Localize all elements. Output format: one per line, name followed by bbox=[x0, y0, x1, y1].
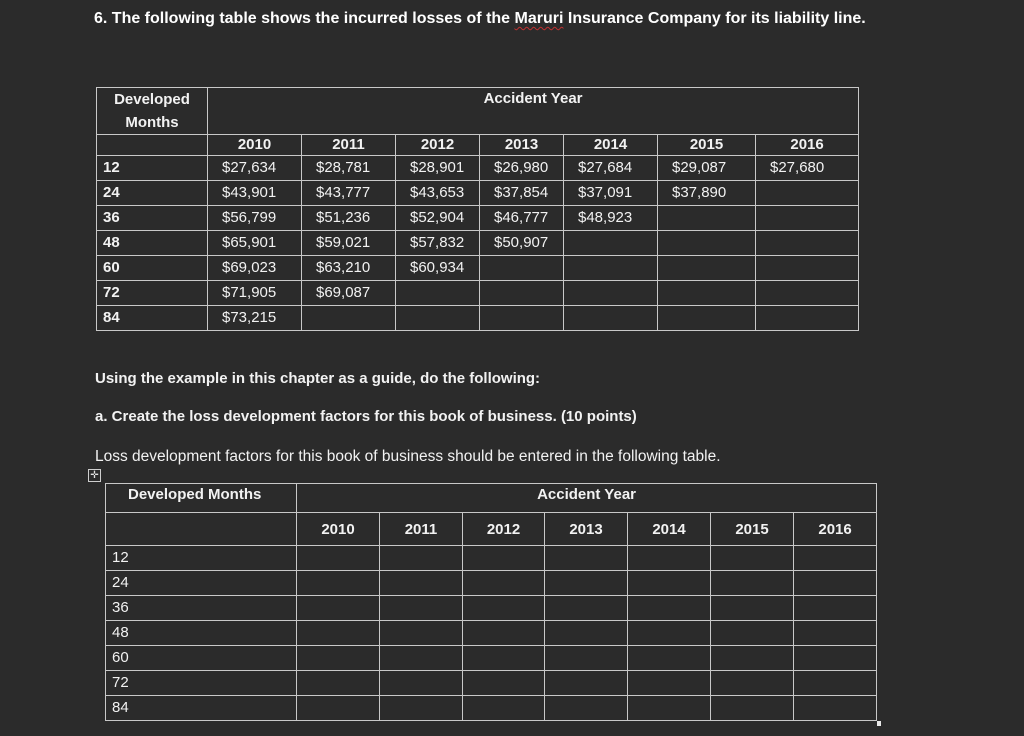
loss-value-cell bbox=[756, 306, 859, 331]
loss-value-cell: $59,021 bbox=[302, 231, 396, 256]
loss-value-cell bbox=[756, 281, 859, 306]
factor-input-cell[interactable] bbox=[545, 646, 628, 671]
incurred-losses-table bbox=[96, 87, 859, 331]
factor-row-label-month[interactable]: 36 bbox=[106, 596, 297, 621]
factor-input-cell[interactable] bbox=[711, 596, 794, 621]
factor-row-label-month[interactable]: 84 bbox=[106, 696, 297, 721]
loss-value-cell: $27,634 bbox=[208, 156, 302, 181]
loss-value-cell bbox=[302, 306, 396, 331]
factor-input-cell[interactable] bbox=[711, 621, 794, 646]
factor-input-cell[interactable] bbox=[380, 646, 463, 671]
loss-value-cell bbox=[658, 206, 756, 231]
year-header-2015: 2015 bbox=[658, 135, 756, 156]
year-header-corner-2[interactable] bbox=[106, 513, 297, 546]
row-label-month: 60 bbox=[97, 256, 208, 281]
loss-value-cell bbox=[756, 181, 859, 206]
factor-row-label-month[interactable]: 24 bbox=[106, 571, 297, 596]
row-label-month: 48 bbox=[97, 231, 208, 256]
loss-value-cell: $28,901 bbox=[396, 156, 480, 181]
row-label-month: 36 bbox=[97, 206, 208, 231]
year-header-2016: 2016 bbox=[756, 135, 859, 156]
factor-input-cell[interactable] bbox=[628, 546, 711, 571]
loss-value-cell: $28,781 bbox=[302, 156, 396, 181]
loss-value-cell: $43,901 bbox=[208, 181, 302, 206]
factor-input-cell[interactable] bbox=[711, 546, 794, 571]
factor-input-cell[interactable] bbox=[711, 571, 794, 596]
loss-value-cell bbox=[396, 281, 480, 306]
factor-input-cell[interactable] bbox=[380, 696, 463, 721]
factor-input-cell[interactable] bbox=[463, 621, 545, 646]
factor-input-cell[interactable] bbox=[463, 671, 545, 696]
factor-input-cell[interactable] bbox=[628, 646, 711, 671]
table-row bbox=[106, 621, 877, 646]
developed-months-header-2: Developed Months bbox=[106, 484, 297, 513]
loss-value-cell: $69,087 bbox=[302, 281, 396, 306]
row-label-month: 12 bbox=[97, 156, 208, 181]
table-row bbox=[97, 181, 859, 206]
factor-input-cell[interactable] bbox=[463, 646, 545, 671]
loss-value-cell bbox=[564, 256, 658, 281]
factor-input-cell[interactable] bbox=[545, 571, 628, 596]
loss-development-factors-table bbox=[105, 483, 877, 721]
factor-input-cell[interactable] bbox=[545, 621, 628, 646]
factor-input-cell[interactable] bbox=[463, 546, 545, 571]
loss-value-cell: $37,091 bbox=[564, 181, 658, 206]
developed-header-line1: Developed bbox=[114, 91, 190, 108]
developed-header-line2: Months bbox=[125, 114, 179, 131]
loss-value-cell: $52,904 bbox=[396, 206, 480, 231]
accident-year-header-2: Accident Year bbox=[297, 484, 877, 513]
loss-value-cell: $63,210 bbox=[302, 256, 396, 281]
factor-input-cell[interactable] bbox=[794, 696, 877, 721]
question-title bbox=[94, 10, 866, 28]
factor-year-header-2013[interactable]: 2013 bbox=[545, 513, 628, 546]
factor-input-cell[interactable] bbox=[297, 546, 380, 571]
table-row bbox=[106, 596, 877, 621]
instruction-line-3: Loss development factors for this book of business should be entered in the following table. bbox=[95, 448, 721, 465]
factor-input-cell[interactable] bbox=[628, 596, 711, 621]
factor-input-cell[interactable] bbox=[545, 671, 628, 696]
loss-value-cell bbox=[564, 306, 658, 331]
factor-input-cell[interactable] bbox=[380, 546, 463, 571]
loss-value-cell: $48,923 bbox=[564, 206, 658, 231]
row-label-month: 24 bbox=[97, 181, 208, 206]
factor-input-cell[interactable] bbox=[380, 571, 463, 596]
factor-input-cell[interactable] bbox=[380, 621, 463, 646]
factor-input-cell[interactable] bbox=[711, 696, 794, 721]
company-name-spellcheck: Maruri bbox=[514, 10, 564, 27]
table-row bbox=[97, 256, 859, 281]
developed-months-header bbox=[97, 88, 208, 135]
factor-input-cell[interactable] bbox=[545, 596, 628, 621]
factor-input-cell[interactable] bbox=[297, 596, 380, 621]
loss-value-cell: $46,777 bbox=[480, 206, 564, 231]
loss-value-cell: $60,934 bbox=[396, 256, 480, 281]
factor-year-header-2011[interactable]: 2011 bbox=[380, 513, 463, 546]
year-header-2010: 2010 bbox=[208, 135, 302, 156]
loss-value-cell: $29,087 bbox=[658, 156, 756, 181]
loss-value-cell: $27,684 bbox=[564, 156, 658, 181]
table-row bbox=[106, 646, 877, 671]
factor-year-header-2010[interactable]: 2010 bbox=[297, 513, 380, 546]
year-header-2013: 2013 bbox=[480, 135, 564, 156]
table-row bbox=[97, 281, 859, 306]
factor-input-cell[interactable] bbox=[794, 646, 877, 671]
factor-input-cell[interactable] bbox=[380, 596, 463, 621]
table-row bbox=[97, 206, 859, 231]
end-of-cell-mark bbox=[877, 721, 881, 726]
factor-input-cell[interactable] bbox=[297, 621, 380, 646]
loss-value-cell bbox=[658, 306, 756, 331]
loss-value-cell: $69,023 bbox=[208, 256, 302, 281]
factor-input-cell[interactable] bbox=[794, 546, 877, 571]
loss-value-cell bbox=[658, 281, 756, 306]
loss-value-cell: $51,236 bbox=[302, 206, 396, 231]
factor-input-cell[interactable] bbox=[545, 696, 628, 721]
factor-year-header-2016[interactable]: 2016 bbox=[794, 513, 877, 546]
loss-value-cell: $50,907 bbox=[480, 231, 564, 256]
factor-input-cell[interactable] bbox=[711, 671, 794, 696]
factor-input-cell[interactable] bbox=[794, 621, 877, 646]
factor-input-cell[interactable] bbox=[463, 571, 545, 596]
instruction-line-1: Using the example in this chapter as a guide, do the following: bbox=[95, 370, 541, 387]
factor-row-label-month[interactable]: 12 bbox=[106, 546, 297, 571]
table-row bbox=[97, 156, 859, 181]
loss-value-cell: $26,980 bbox=[480, 156, 564, 181]
table-row bbox=[106, 671, 877, 696]
loss-value-cell bbox=[480, 281, 564, 306]
table-row bbox=[97, 306, 859, 331]
factor-input-cell[interactable] bbox=[297, 571, 380, 596]
table-row bbox=[106, 571, 877, 596]
factor-input-cell[interactable] bbox=[297, 646, 380, 671]
row-label-month: 72 bbox=[97, 281, 208, 306]
table-row bbox=[106, 696, 877, 721]
question-title-start: 6. The following table shows the incurred losses of the bbox=[94, 10, 515, 27]
factor-input-cell[interactable] bbox=[463, 596, 545, 621]
loss-value-cell: $43,777 bbox=[302, 181, 396, 206]
factor-input-cell[interactable] bbox=[794, 596, 877, 621]
loss-value-cell: $73,215 bbox=[208, 306, 302, 331]
factor-input-cell[interactable] bbox=[297, 696, 380, 721]
factor-input-cell[interactable] bbox=[794, 571, 877, 596]
factor-input-cell[interactable] bbox=[545, 546, 628, 571]
factor-input-cell[interactable] bbox=[628, 621, 711, 646]
loss-value-cell bbox=[756, 231, 859, 256]
factor-year-header-2015[interactable]: 2015 bbox=[711, 513, 794, 546]
instruction-line-2: a. Create the loss development factors for this book of business. (10 points) bbox=[95, 408, 637, 425]
factor-input-cell[interactable] bbox=[628, 671, 711, 696]
question-title-end: Insurance Company for its liability line. bbox=[563, 10, 866, 27]
table-row bbox=[106, 546, 877, 571]
move-cross-icon[interactable]: ✛ bbox=[88, 469, 101, 482]
loss-value-cell bbox=[658, 256, 756, 281]
loss-value-cell: $65,901 bbox=[208, 231, 302, 256]
year-header-corner bbox=[97, 135, 208, 156]
factor-year-header-2012[interactable]: 2012 bbox=[463, 513, 545, 546]
loss-value-cell: $37,890 bbox=[658, 181, 756, 206]
loss-value-cell bbox=[756, 206, 859, 231]
loss-value-cell bbox=[396, 306, 480, 331]
accident-year-header: Accident Year bbox=[208, 88, 859, 135]
loss-value-cell: $27,680 bbox=[756, 156, 859, 181]
factor-input-cell[interactable] bbox=[463, 696, 545, 721]
loss-value-cell: $57,832 bbox=[396, 231, 480, 256]
factor-input-cell[interactable] bbox=[628, 696, 711, 721]
factor-input-cell[interactable] bbox=[711, 646, 794, 671]
year-header-2014: 2014 bbox=[564, 135, 658, 156]
loss-value-cell bbox=[564, 231, 658, 256]
loss-value-cell: $71,905 bbox=[208, 281, 302, 306]
loss-value-cell: $43,653 bbox=[396, 181, 480, 206]
factor-year-header-2014[interactable]: 2014 bbox=[628, 513, 711, 546]
loss-value-cell bbox=[756, 256, 859, 281]
factor-row-label-month[interactable]: 48 bbox=[106, 621, 297, 646]
loss-value-cell: $37,854 bbox=[480, 181, 564, 206]
loss-value-cell: $56,799 bbox=[208, 206, 302, 231]
factor-row-label-month[interactable]: 72 bbox=[106, 671, 297, 696]
factor-input-cell[interactable] bbox=[380, 671, 463, 696]
loss-value-cell bbox=[480, 256, 564, 281]
row-label-month: 84 bbox=[97, 306, 208, 331]
loss-value-cell bbox=[658, 231, 756, 256]
loss-value-cell bbox=[564, 281, 658, 306]
factor-input-cell[interactable] bbox=[794, 671, 877, 696]
factor-input-cell[interactable] bbox=[628, 571, 711, 596]
loss-value-cell bbox=[480, 306, 564, 331]
table-row bbox=[97, 231, 859, 256]
factor-input-cell[interactable] bbox=[297, 671, 380, 696]
factor-row-label-month[interactable]: 60 bbox=[106, 646, 297, 671]
year-header-2012: 2012 bbox=[396, 135, 480, 156]
year-header-2011: 2011 bbox=[302, 135, 396, 156]
